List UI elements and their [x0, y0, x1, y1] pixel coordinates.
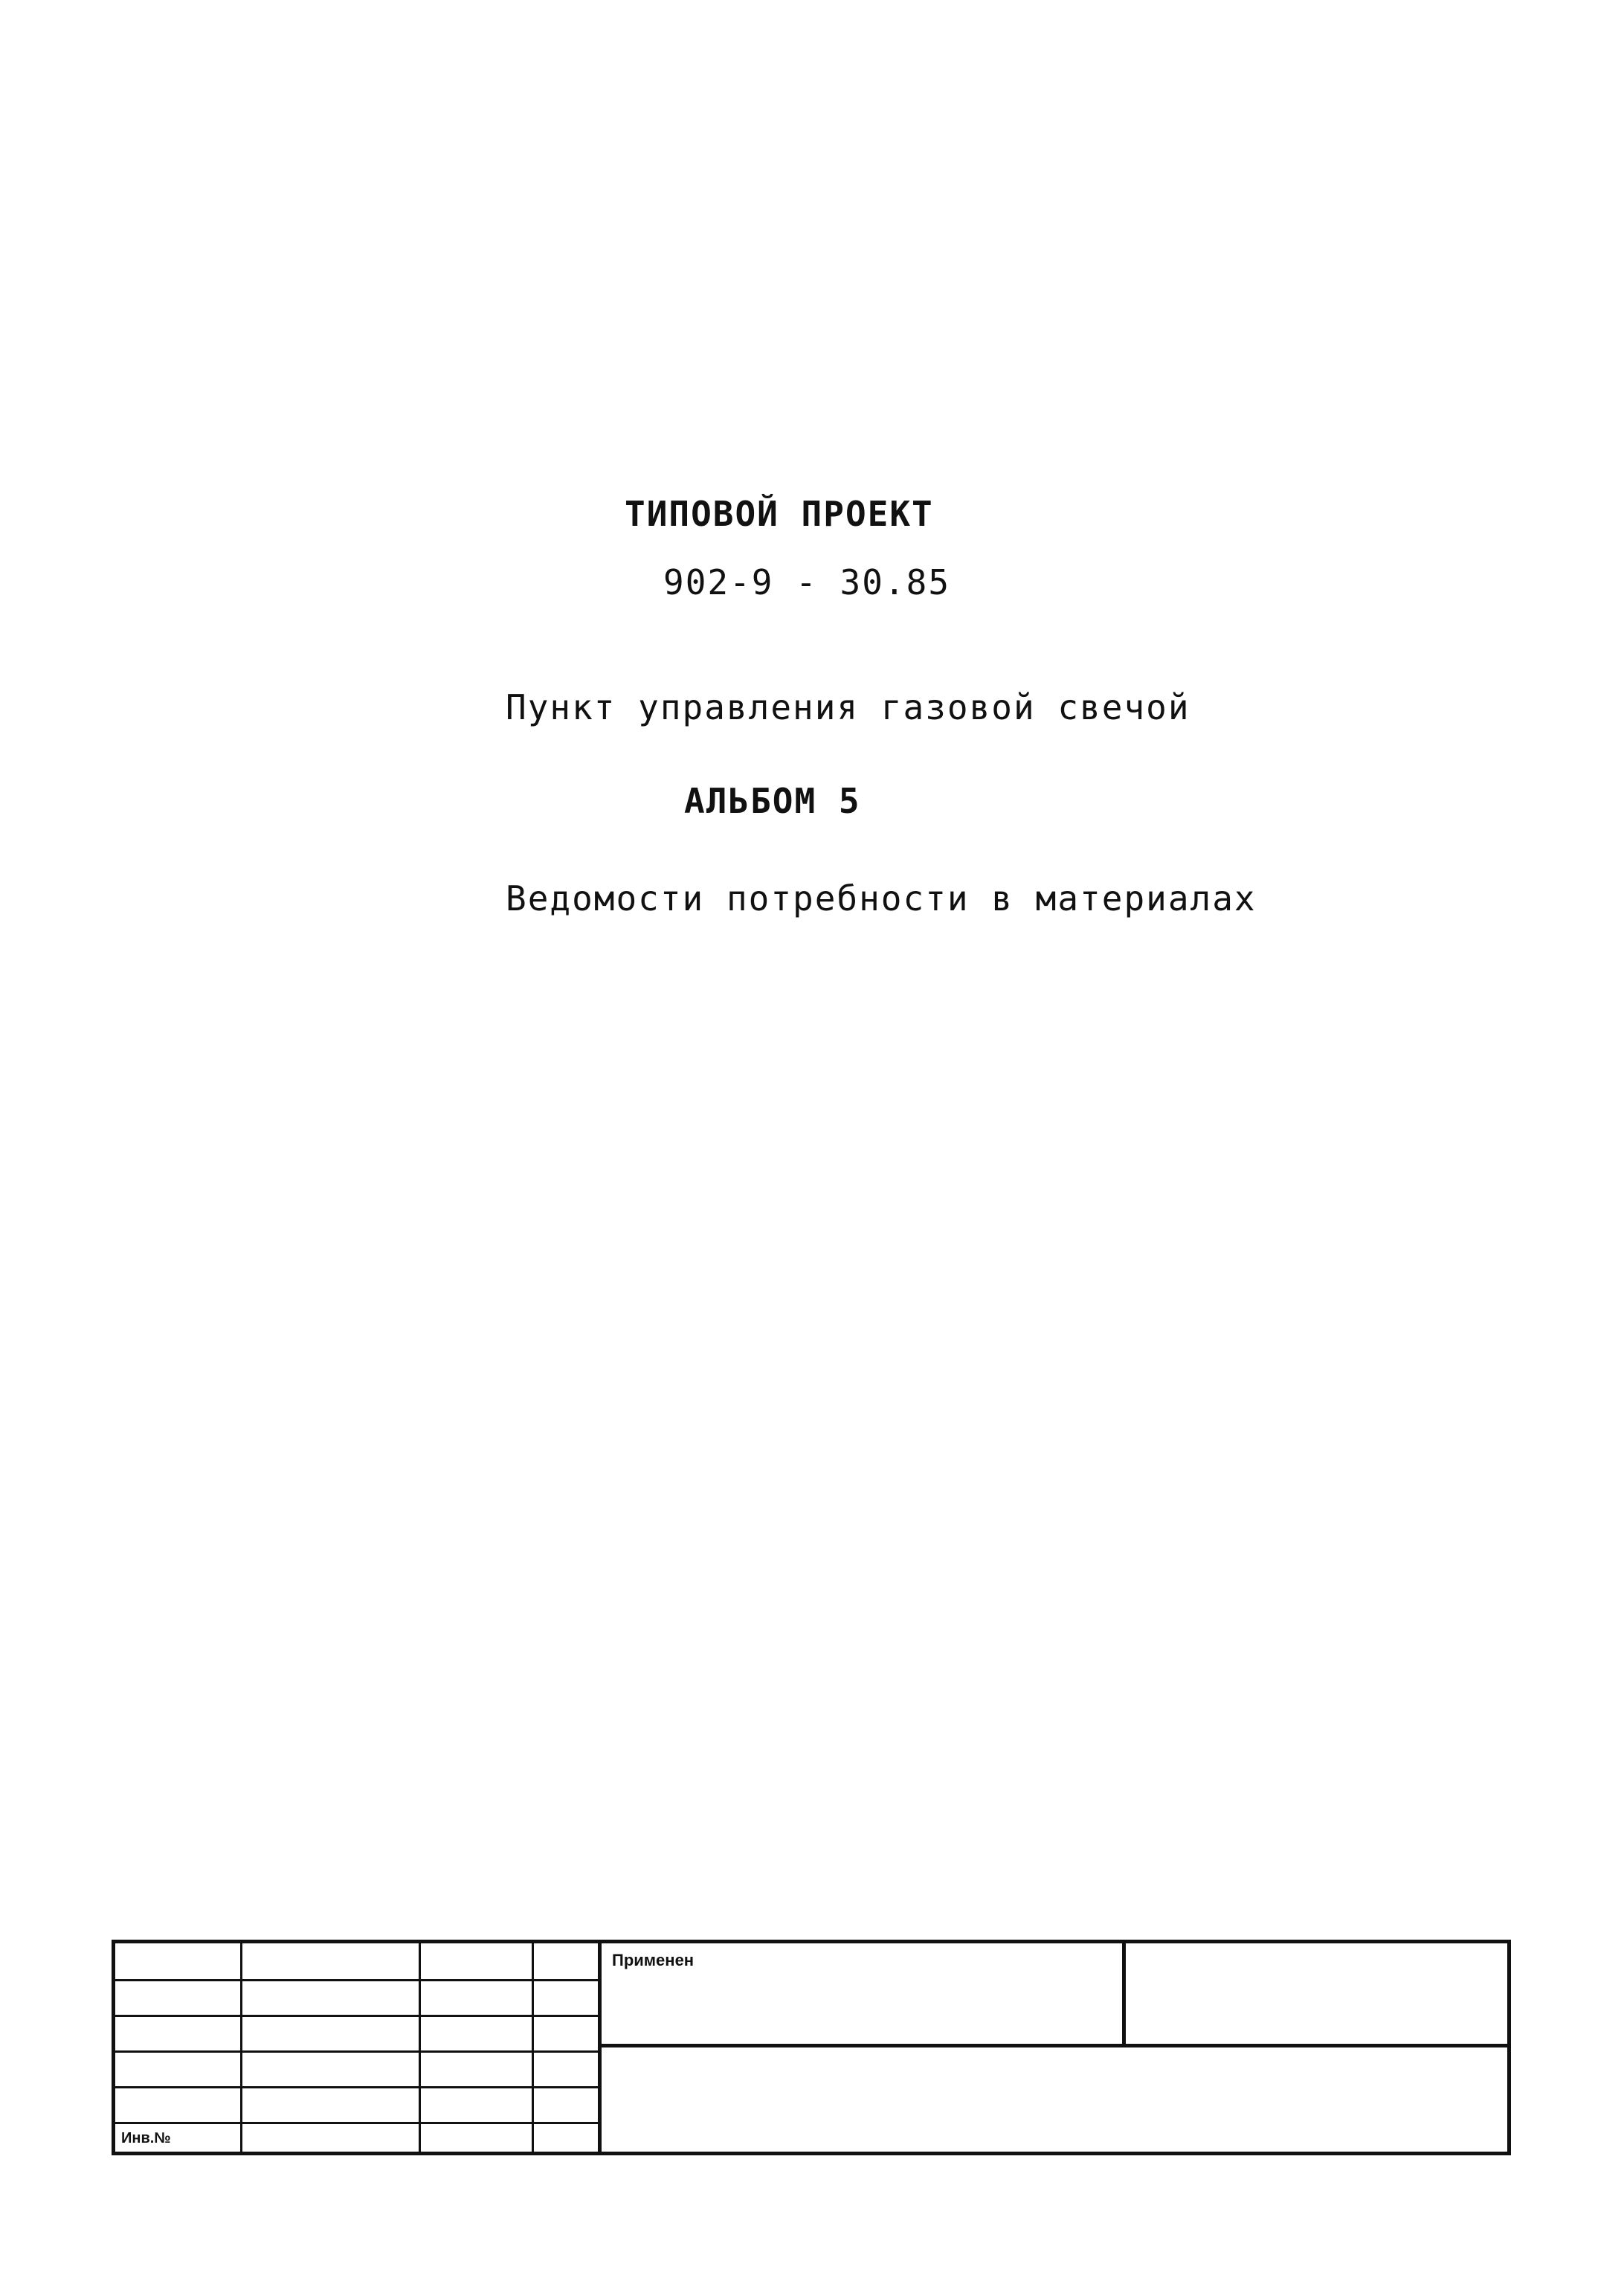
grid-row-divider — [115, 2122, 598, 2124]
document-title: Пункт управления газовой свечой — [506, 687, 1190, 727]
grid-column-divider — [419, 1943, 421, 2152]
grid-row-divider — [115, 2015, 598, 2017]
document-type: ТИПОВОЙ ПРОЕКТ — [625, 494, 934, 534]
title-block — [112, 1940, 1511, 2155]
title-block-grid — [115, 1943, 602, 2152]
applicability-divider — [1122, 1943, 1126, 2044]
document-code: 902-9 - 30.85 — [663, 562, 951, 602]
grid-row-divider — [115, 2086, 598, 2088]
applicability-label: Применен — [612, 1951, 695, 1969]
album-label: АЛЬБОМ 5 — [684, 781, 861, 821]
inventory-number-label: Инв.№ — [121, 2130, 171, 2146]
album-contents: Ведомости потребности в материалах — [506, 878, 1257, 919]
grid-row-divider — [115, 1979, 598, 1981]
grid-row-divider — [115, 2050, 598, 2053]
grid-column-divider — [532, 1943, 534, 2152]
applicability-section — [602, 1943, 1507, 2047]
grid-column-divider — [240, 1943, 242, 2152]
